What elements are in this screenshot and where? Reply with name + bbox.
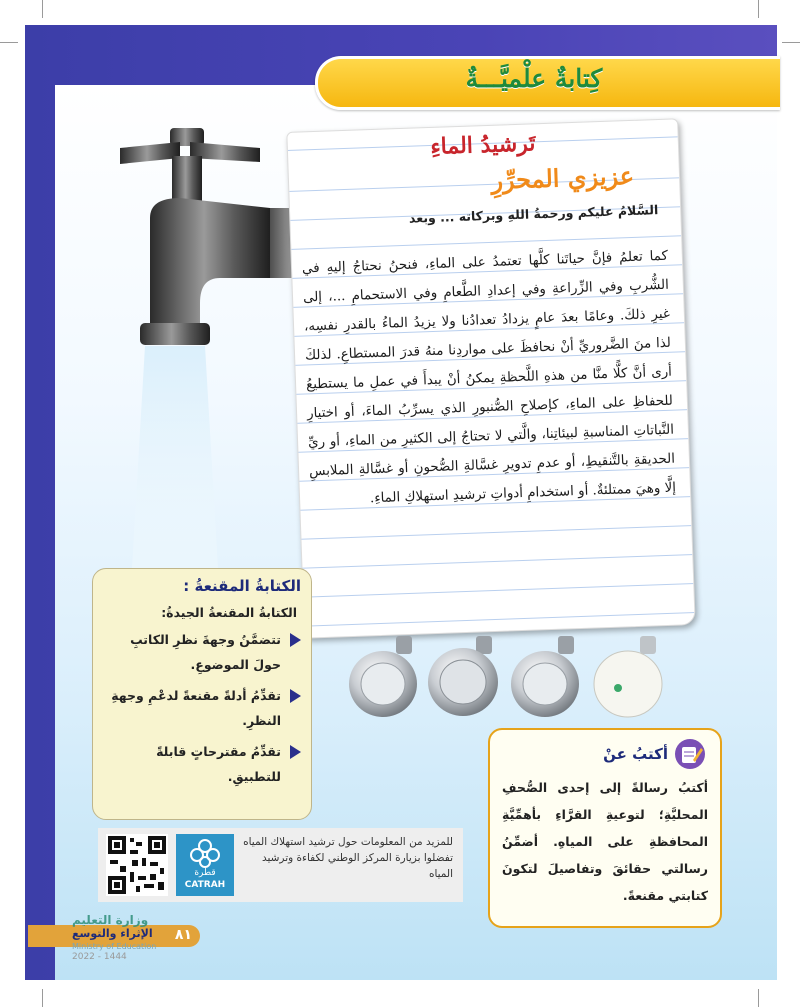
write-about-heading: أكتبُ عنْ	[603, 745, 668, 763]
section-banner	[315, 56, 780, 110]
letter-body: كما تعلمُ فإنَّ حياتَنا كلَّها تعتمدُ على الماءِ، فنحنُ نحتاجُ إليهِ في الشُّربِ وفي الزِّراعةِ وفي إعدادِ الطَّعامِ وفي الاستحمامِ ...، إلى غيرِ ذلكَ. وعامًا بعدَ عامٍ يزدادُ تعدادُنا ولا يزيدُ الماءُ بالقدرِ نفسِه، لذا منَ الضَّروريِّ أنْ نحافظَ على مواردِنا منهُ قدرَ المستطاعِ. لذلكَ أرى أنَّ كلًّا منَّا من هذهِ اللَّحظةِ يمكنُ أنْ يبدأَ في عملِ ما يستطيعُ للحفاظِ على الماءِ، كإصلاحِ الصُّنبورِ الذي يسرِّبُ الماءَ، أو اختيارِ النَّباتاتِ المناسبةِ لبيئاتِنا، والَّتي لا تحتاجُ إلى الكثيرِ من الماءِ، أو ريِّ الحديقةِ بالتَّنقيطِ، أو عدمِ تدويرِ غسَّالةِ الصُّحونِ أو غسَّالةِ الملابسِ إلَّا وهيَ ممتلئةٌ. أو استخدامِ أدواتِ ترشيدِ استهلاكِ الماءِ.	[301, 248, 677, 507]
unit-label: الإثراء والتوسع	[72, 927, 153, 940]
list-item: تقدِّمُ مقترحاتٍ قابلةً للتطبيقِ.	[103, 739, 303, 789]
write-about-header	[603, 738, 706, 770]
write-about-prompt: أكتبُ رسالةً إلى إحدى الصُّحفِ المحليَّةِ؛ لتوعيةِ القرَّاءِ بأهمِّيَّةِ المحافظةِ على المياهِ. أضمِّنُ رسالتي حقائقَ وتفاصيلَ لتكونَ كتابتي مقنعةً.	[502, 780, 708, 903]
catrah-logo	[176, 834, 234, 896]
water-drops-icon	[188, 838, 222, 868]
shower-heads-illustration	[348, 632, 688, 722]
persuasive-title: الكتابةُ المقنعةُ :	[183, 577, 301, 595]
ministry-logo-text: وزارة التعليم	[72, 913, 149, 927]
list-item: تتضمَّنُ وجهةَ نظرِ الكاتبِ حولَ الموضوعِ.	[103, 627, 303, 677]
letter-greeting: السَّلامُ عليكم ورحمةُ اللهِ وبركاته ... وبعد	[408, 202, 659, 226]
page-number: ٨١	[174, 927, 192, 943]
pencil-notepad-icon	[674, 738, 706, 770]
section-title: كِتابةٌ علْميَّـــةٌ	[465, 64, 603, 93]
persuasive-writing-box	[92, 568, 312, 820]
persuasive-intro: الكتابةُ المقنعةُ الجيدةُ:	[161, 605, 297, 620]
letter-title: تَرشيدُ الماءِ	[429, 130, 536, 160]
info-text: للمزيد من المعلومات حول ترشيد استهلاك المياه تفضلوا بزيارة المركز الوطني لكفاءة وترشيد المياه	[243, 836, 453, 880]
edition-year: 2022 - 1444	[72, 952, 127, 962]
ministry-logo-en: Ministry of Education	[72, 942, 157, 951]
qr-code-icon[interactable]	[106, 834, 168, 896]
write-about-box	[488, 728, 722, 928]
bullet-triangle-icon	[290, 633, 301, 647]
catrah-name-ar: قطرة	[194, 868, 216, 878]
bullet-triangle-icon	[290, 689, 301, 703]
catrah-name-en: CATRAH	[184, 880, 226, 890]
letter-paper	[286, 118, 695, 638]
letter-salutation: عزيزي المحرِّرِ	[490, 160, 635, 195]
water-info-box	[98, 828, 463, 902]
list-item: تقدِّمُ أدلةً مقنعةً لدعْمِ وجهةِ النظرِ.	[103, 683, 303, 733]
persuasive-criteria-list	[103, 627, 303, 795]
bullet-triangle-icon	[290, 745, 301, 759]
